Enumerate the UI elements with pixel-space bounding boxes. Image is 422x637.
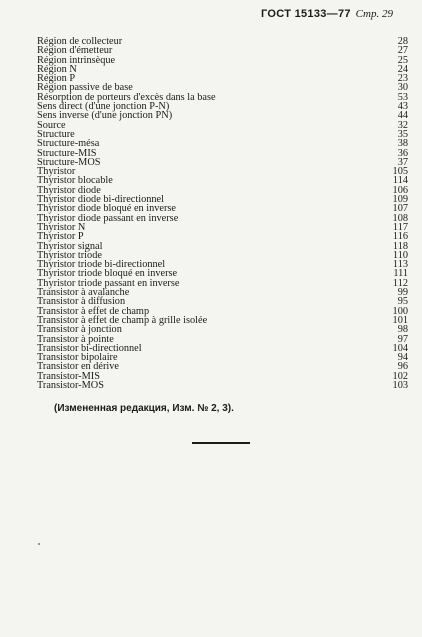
index-term: Région P xyxy=(37,73,76,85)
index-term: Thyristor signal xyxy=(37,240,103,252)
index-term: Transistor à jonction xyxy=(37,324,122,336)
index-page-number: 102 xyxy=(392,370,408,382)
index-entry xyxy=(37,214,408,223)
index-term: Transistor à effet de champ xyxy=(37,305,150,317)
index-entry xyxy=(37,158,408,167)
index-term: Thyristor diode bloqué en inverse xyxy=(37,203,176,215)
index-page-number: 118 xyxy=(392,240,408,252)
index-term: Région intrinsèque xyxy=(37,54,116,66)
index-term: Région de collecteur xyxy=(37,36,123,47)
index-term: Transistor à diffusion xyxy=(37,296,126,308)
page-number: Стр. 29 xyxy=(355,8,393,20)
index-page-number: 25 xyxy=(397,54,408,66)
index-term: Région d'émetteur xyxy=(37,45,113,57)
index-page-number: 100 xyxy=(392,305,408,317)
amendment-note: (Измененная редакция, Изм. № 2, 3). xyxy=(54,403,234,414)
page-header xyxy=(261,8,393,20)
index-page-number: 28 xyxy=(397,36,408,47)
index-term: Thyristor xyxy=(37,166,76,178)
index-entry xyxy=(37,56,408,65)
index-term: Transistor à effet de champ à grille isolée xyxy=(37,314,208,326)
index-page-number: 110 xyxy=(392,249,408,261)
index-page-number: 37 xyxy=(397,156,408,168)
index-term: Résorption de porteurs d'excès dans la base xyxy=(37,91,216,103)
index-page-number: 109 xyxy=(392,194,408,206)
index-term: Transistor-MOS xyxy=(37,379,104,391)
index-term: Thyristor N xyxy=(37,221,86,233)
index-term: Transistor bi-directionnel xyxy=(37,342,142,354)
index-term: Sens direct (d'une jonction P-N) xyxy=(37,101,170,113)
index-page-number: 103 xyxy=(392,379,408,391)
index-term: Thyristor diode bi-directionnel xyxy=(37,194,164,206)
index-entry xyxy=(37,223,408,232)
index-page-number: 30 xyxy=(397,82,408,94)
index-term: Région N xyxy=(37,63,77,75)
index-page-number: 97 xyxy=(397,333,408,345)
index-page-number: 43 xyxy=(397,101,408,113)
index-page-number: 27 xyxy=(397,45,408,57)
index-term: Transistor à pointe xyxy=(37,333,114,345)
index-entry xyxy=(37,121,408,130)
index-page-number: 104 xyxy=(392,342,408,354)
index-term: Thyristor blocable xyxy=(37,175,113,187)
index-term: Transistor bipolaire xyxy=(37,352,118,364)
index-page-number: 114 xyxy=(392,175,408,187)
index-term: Thyristor triode bi-directionnel xyxy=(37,259,166,271)
index-page-number: 32 xyxy=(397,119,408,131)
index-term: Thyristor triode bloqué en inverse xyxy=(37,268,178,280)
index-term: Transistor en dérive xyxy=(37,361,119,373)
index-page-number: 99 xyxy=(397,287,408,299)
index-term: Sens inverse (d'une jonction PN) xyxy=(37,110,173,122)
index-page-number: 24 xyxy=(397,63,408,75)
index-term: Transistor à avalanche xyxy=(37,287,130,299)
index-term: Thyristor diode passant en inverse xyxy=(37,212,179,224)
index-term: Région passive de base xyxy=(37,82,133,94)
index-page-number: 116 xyxy=(392,231,408,243)
index-page-number: 36 xyxy=(397,147,408,159)
index-term: Structure-MOS xyxy=(37,156,101,168)
index-page-number: 98 xyxy=(397,324,408,336)
index-page-number: 94 xyxy=(397,352,408,364)
index-page-number: 53 xyxy=(397,91,408,103)
index-page-number: 38 xyxy=(397,138,408,150)
scan-speck xyxy=(38,543,40,545)
index-page-number: 111 xyxy=(393,268,408,280)
index-page-number: 95 xyxy=(397,296,408,308)
index-term: Structure-MIS xyxy=(37,147,97,159)
index-entry xyxy=(37,65,408,74)
index-page-number: 107 xyxy=(392,203,408,215)
index-page-number: 108 xyxy=(392,212,408,224)
index-page-number: 106 xyxy=(392,184,408,196)
index-page-number: 117 xyxy=(392,221,408,233)
index-term: Structure-mésa xyxy=(37,138,100,150)
divider-rule xyxy=(192,442,250,444)
index-page-number: 101 xyxy=(392,314,408,326)
index-term: Transistor-MIS xyxy=(37,370,100,382)
index-term: Thyristor P xyxy=(37,231,84,243)
index-entry xyxy=(37,111,408,120)
index-page-number: 35 xyxy=(397,128,408,140)
index-term: Thyristor diode xyxy=(37,184,101,196)
index-page-number: 113 xyxy=(392,259,408,271)
index-entry xyxy=(37,381,408,390)
index-term: Structure xyxy=(37,128,75,140)
index-term: Thyristor triode passant en inverse xyxy=(37,277,180,289)
index-page-number: 23 xyxy=(397,73,408,85)
term-index-list xyxy=(37,37,408,390)
standard-number: ГОСТ 15133—77 xyxy=(260,8,351,20)
index-page-number: 44 xyxy=(397,110,408,122)
index-page-number: 112 xyxy=(392,277,408,289)
index-page-number: 96 xyxy=(397,361,408,373)
index-page-number: 105 xyxy=(392,166,408,178)
index-term: Source xyxy=(37,119,66,131)
index-term: Thyristor triode xyxy=(37,249,102,261)
